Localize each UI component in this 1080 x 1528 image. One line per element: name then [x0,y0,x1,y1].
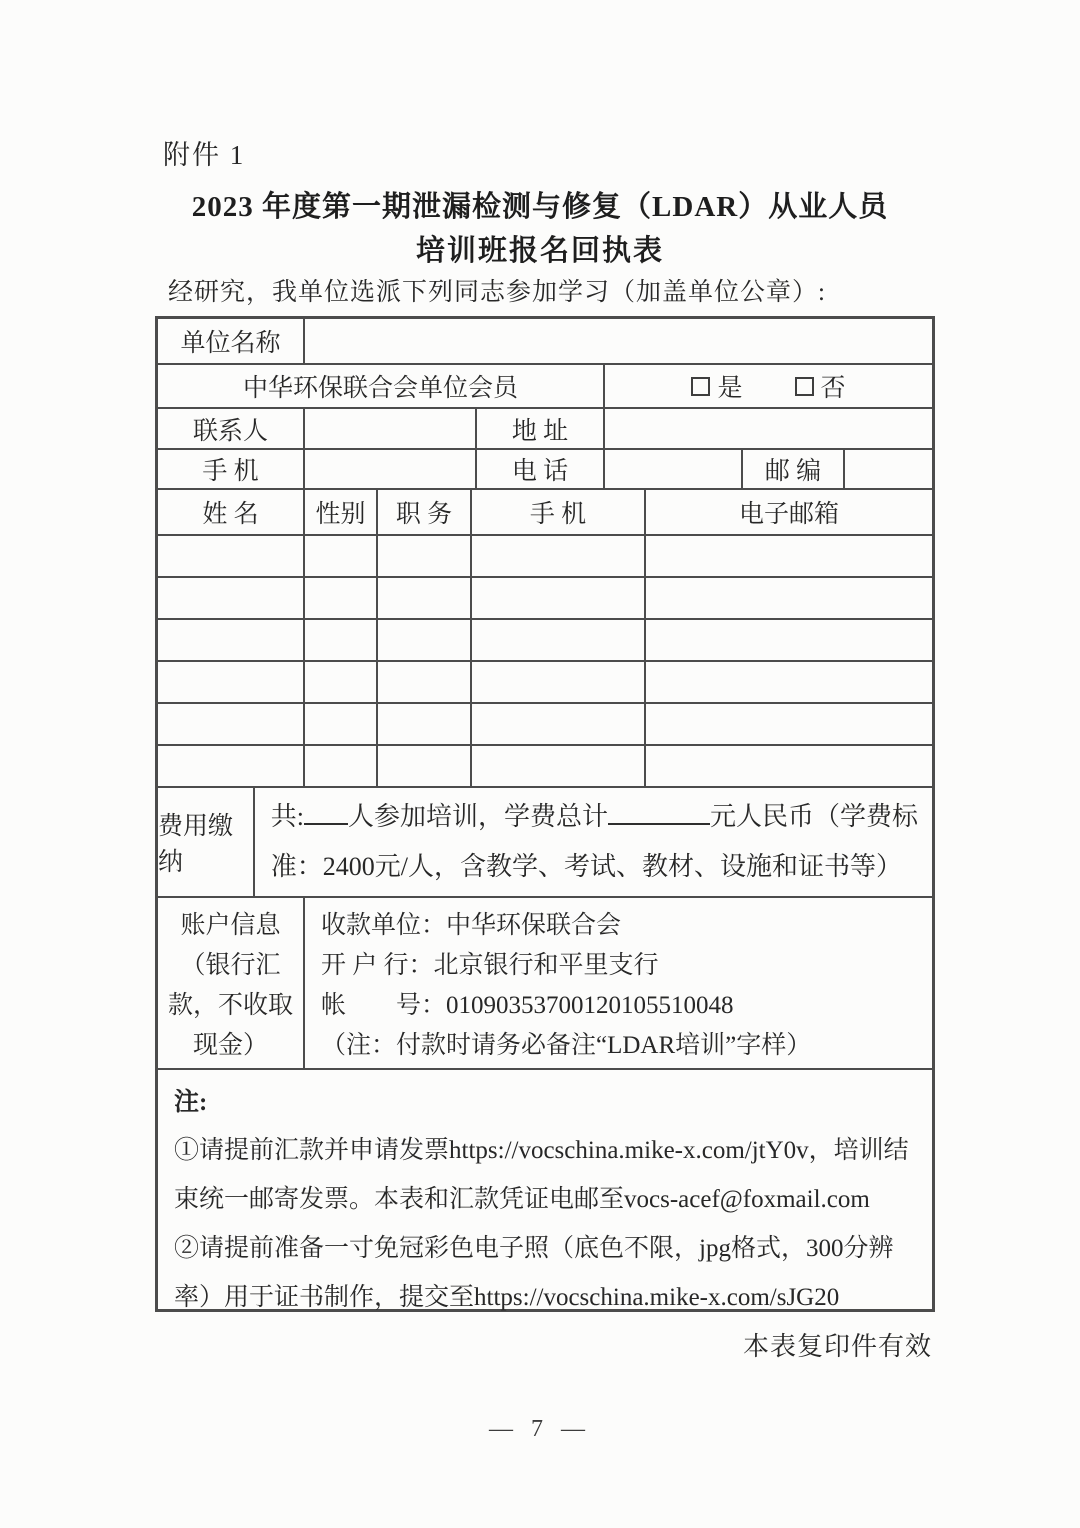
account-bank-line: 开 户 行：北京银行和平里支行 [321,952,659,979]
roster-empty-row [158,536,932,578]
membership-row [158,365,932,409]
roster-name-input[interactable] [158,620,305,660]
roster-mobile-input[interactable] [472,704,646,744]
roster-title-input[interactable] [378,746,472,786]
roster-header-row [158,490,932,536]
fee-line1-suffix: 元人民币（学费标 [709,802,918,831]
page-number: — 7 — [489,1416,591,1442]
account-row [158,898,932,1070]
roster-gender-input[interactable] [305,578,378,618]
fee-line1-prefix: 共: [270,802,304,831]
phone-input[interactable] [605,450,743,488]
document-title-line1: 2023 年度第一期泄漏检测与修复（LDAR）从业人员 [191,191,889,223]
roster-empty-row [158,662,932,704]
roster-email-input[interactable] [646,704,932,744]
membership-yes-label: 是 [717,375,743,402]
unit-name-input[interactable] [305,319,932,363]
attachment-label: 附件 1 [163,140,246,170]
membership-no-label: 否 [820,375,846,402]
membership-label: 中华环保联合会单位会员 [158,365,605,407]
roster-empty-row [158,578,932,620]
fee-line1-mid: 人参加培训，学费总计 [347,802,608,831]
roster-name-input[interactable] [158,746,305,786]
unit-name-row [158,319,932,365]
roster-mobile-input[interactable] [472,662,646,702]
roster-mobile-input[interactable] [472,578,646,618]
roster-mobile-input[interactable] [472,536,646,576]
mobile-label: 手 机 [158,450,305,488]
roster-email-input[interactable] [646,578,932,618]
roster-gender-input[interactable] [305,536,378,576]
account-label-line: 款，不收取 [167,992,293,1019]
intro-text: 经研究，我单位选派下列同志参加学习（加盖单位公章）: [168,279,826,306]
roster-email-input[interactable] [646,746,932,786]
fee-count-blank[interactable] [304,799,348,825]
roster-mobile-input[interactable] [472,746,646,786]
account-label-line: （银行汇 [180,952,281,979]
roster-title-input[interactable] [378,536,472,576]
roster-name-input[interactable] [158,536,305,576]
membership-choice-cell [605,365,932,407]
contact-input[interactable] [305,409,477,448]
account-note-line: （注：付款时请务必备注“LDAR培训”字样） [321,1032,812,1059]
roster-title-input[interactable] [378,578,472,618]
membership-yes-option[interactable] [691,368,742,404]
note-item-1: ①请提前汇款并申请发票https://vocschina.mike-x.com/jtY0v，培训结束统一邮寄发票。本表和汇款凭证电邮至vocs-acef@foxmail.com [174,1137,909,1213]
membership-no-option[interactable] [795,368,846,404]
roster-header-gender: 性别 [305,490,378,534]
notes-row [158,1070,932,1322]
account-label [158,898,305,1068]
roster-empty-row [158,704,932,746]
fee-detail-cell [255,788,932,896]
contact-label: 联系人 [158,409,305,448]
roster-header-name: 姓 名 [158,490,305,534]
unit-name-label: 单位名称 [158,319,305,363]
roster-name-input[interactable] [158,578,305,618]
fee-line1 [271,792,918,842]
account-number-line: 帐 号：01090353700120105510048 [321,992,734,1019]
postcode-label: 邮 编 [743,450,845,488]
roster-header-email: 电子邮箱 [738,501,839,528]
note-item-2: ②请提前准备一寸免冠彩色电子照（底色不限，jpg格式，300分辨率）用于证书制作，提交至https://vocschina.mike-x.com/sJG20 [174,1235,894,1311]
postcode-input[interactable] [845,450,932,488]
notes-label: 注: [174,1089,208,1116]
account-payee-line: 收款单位：中华环保联合会 [321,912,622,939]
roster-title-input[interactable] [378,704,472,744]
roster-email-input[interactable] [646,662,932,702]
roster-mobile-input[interactable] [472,620,646,660]
address-label: 地 址 [477,409,605,448]
roster-gender-input[interactable] [305,704,378,744]
roster-title-input[interactable] [378,620,472,660]
fee-line2: 准：2400元/人，含教学、考试、教材、设施和证书等） [270,852,902,881]
roster-name-input[interactable] [158,704,305,744]
mobile-input[interactable] [305,450,477,488]
roster-header-mobile: 手 机 [472,490,646,534]
address-input[interactable] [605,409,932,448]
roster-gender-input[interactable] [305,746,378,786]
registration-form-table [155,316,935,1312]
roster-gender-input[interactable] [305,620,378,660]
mobile-phone-row [158,450,932,490]
contact-row [158,409,932,450]
fee-row [158,788,932,898]
fee-total-blank[interactable] [608,799,710,825]
checkbox-yes-icon[interactable] [691,377,710,396]
roster-email-input[interactable] [646,536,932,576]
copy-valid-note: 本表复印件有效 [742,1332,932,1361]
phone-label: 电 话 [477,450,605,488]
roster-name-input[interactable] [158,662,305,702]
roster-empty-row [158,746,932,788]
roster-empty-row [158,620,932,662]
document-title-line2: 培训班报名回执表 [415,235,664,267]
roster-header-title: 职 务 [378,490,472,534]
account-label-line: 账户信息 [180,912,281,939]
account-detail-cell [305,898,932,1068]
roster-title-input[interactable] [378,662,472,702]
roster-gender-input[interactable] [305,662,378,702]
account-label-line: 现金） [192,1032,268,1059]
notes-cell [158,1070,932,1322]
fee-label: 费用缴纳 [158,788,255,896]
roster-email-input[interactable] [646,620,932,660]
checkbox-no-icon[interactable] [795,377,814,396]
